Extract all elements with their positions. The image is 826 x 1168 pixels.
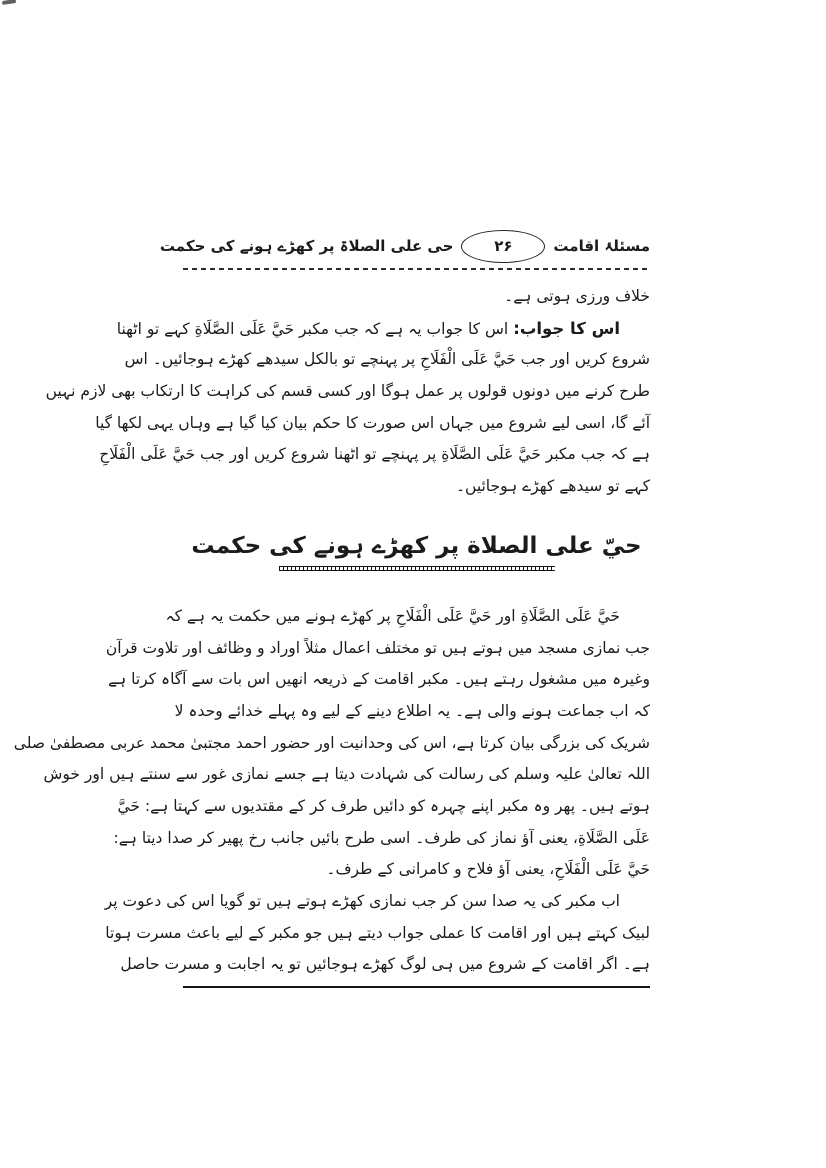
text-line: ہوتے ہیں۔ پھر وہ مکبر اپنے چہرہ کو دائیں طرف کر کے مقتدیوں سے کہتا ہے: حَيَّ [117, 796, 650, 815]
text-line: لبیک کہتے ہیں اور اقامت کا عملی جواب دیتے ہیں جو مکبر کے لیے باعث مسرت ہوتا [105, 923, 650, 942]
text-line: جب نمازی مسجد میں ہوتے ہیں تو مختلف اعمال مثلاً اوراد و وظائف اور تلاوت قرآن [105, 638, 650, 657]
text-line: اللہ تعالیٰ علیہ وسلم کی رسالت کی شہادت دیتا ہے جسے نمازی غور سے سنتے ہیں اور خوش [43, 765, 650, 784]
header-dashed-rule [183, 268, 650, 270]
footer-rule [183, 986, 650, 988]
header-title-right: مسئلۂ اقامت [553, 237, 650, 255]
scan-artifact-mark [2, 0, 16, 5]
text-line: کہے تو سیدھے کھڑے ہوجائیں۔ [455, 477, 650, 496]
text-line: خلاف ورزی ہوتی ہے۔ [504, 287, 650, 305]
text-line: ہے کہ جب مکبر حَيَّ عَلَى الصَّلَاةِ پر پہنچے تو اٹھنا شروع کریں اور جب حَيَّ عَلَى الْفَلَاحِ [99, 445, 650, 464]
text-line [116, 313, 650, 345]
text-line: عَلَى الصَّلَاةِ، یعنی آؤ نماز کی طرف۔ اسی طرح بائیں جانب رخ پھیر کر صدا دیتا ہے: [113, 828, 650, 847]
text-line: وغیرہ میں مشغول رہتے ہیں۔ مکبر اقامت کے ذریعہ انھیں اس بات سے آگاہ کرتا ہے [108, 670, 650, 689]
page-body [13, 281, 650, 988]
page-number: ۲۶ [494, 237, 513, 255]
text-line: شریک کی بزرگی بیان کرتا ہے، اس کی وحدانیت اور حضور احمد مجتبیٰ محمد عربی مصطفیٰ صلی [13, 733, 650, 752]
text-line: ہے۔ اگر اقامت کے شروع میں ہی لوگ کھڑے ہوجائیں تو یہ اجابت و مسرت حاصل [120, 955, 650, 974]
text-line-content: اس کا جواب یہ ہے کہ جب مکبر حَيَّ عَلَى الصَّلَاةِ کہے تو اٹھنا [116, 319, 509, 338]
section-heading: حيّ على الصلاة پر کھڑے ہونے کی حکمت [191, 532, 642, 559]
header-title-left: حی علی الصلاۃ پر کھڑے ہونے کی حکمت [159, 237, 454, 255]
text-line: حَيَّ عَلَى الْفَلَاحِ، یعنی آؤ فلاح و کامرانی کے طرف۔ [326, 860, 650, 879]
text-line: آئے گا، اسی لیے شروع میں جہاں اس صورت کا حکم بیان کیا گیا ہے وہاں یہی لکھا گیا [95, 413, 650, 432]
answer-label: اس کا جواب: [513, 318, 620, 338]
page-header [159, 226, 650, 266]
text-line: حَيَّ عَلَى الصَّلَاةِ اور حَيَّ عَلَى الْفَلَاحِ پر کھڑے ہونے میں حکمت یہ ہے کہ [165, 606, 620, 625]
text-line: اب مکبر کی یہ صدا سن کر جب نمازی کھڑے ہوتے ہیں تو گویا اس کی دعوت پر [104, 892, 620, 910]
text-line: شروع کریں اور جب حَيَّ عَلَى الْفَلَاحِ پر پہنچے تو بالکل سیدھے کھڑے ہوجائیں۔ اس [124, 350, 650, 369]
text-line: طرح کرنے میں دونوں قولوں پر عمل ہوگا اور کسی قسم کی کراہت کا ارتکاب بھی لازم نہیں [45, 382, 650, 401]
text-line: کہ اب جماعت ہونے والی ہے۔ یہ اطلاع دینے کے لیے وہ پہلے خدائے وحدہ لا [174, 701, 650, 720]
heading-underline [279, 566, 555, 571]
page-number-badge [461, 230, 545, 263]
section-heading-block [183, 503, 650, 601]
